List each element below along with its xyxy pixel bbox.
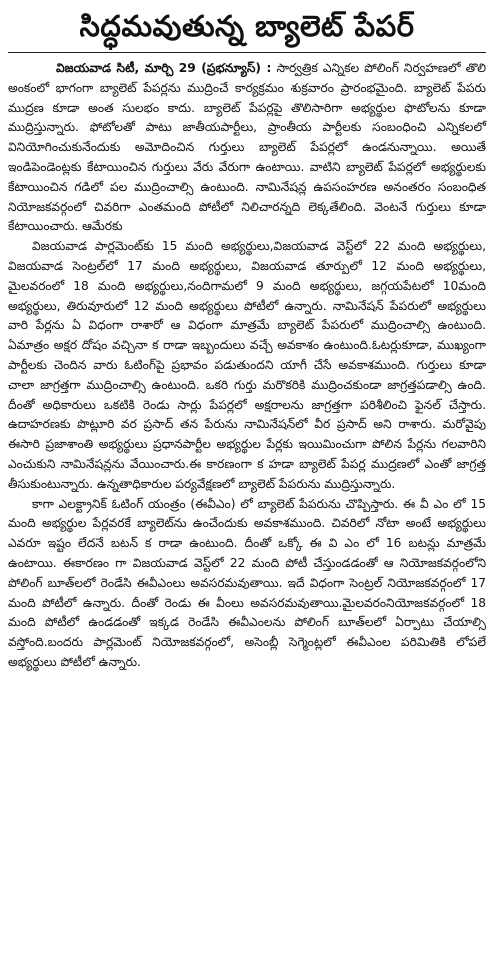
article-paragraph-2: విజయవాడ పార్లమెంట్‌కు 15 మంది అభ్యర్థులు,విజయవాడ వెస్ట్‌లో 22 మంది అభ్యర్థులు, విజయవాడ సెంట్రల్‌లో 17 మంది అభ్యర్థులు, విజయవాడ తూర్పులో 12 మంది అభ్యర్థులు, మైలవరంలో 18 మంది అభ్యర్థులు,నందిగామలో 9 మంది అభ్యర్థులు, జగ్గయపేటలో 10మంది అభ్యర్థులు, తిరువూరులో 12 మంది అభ్యర్థులు పోటీలో ఉన్నారు. నామినేషన్ పేపరులో అభ్యర్థులు వారి పేర్లను ఏ విధంగా రాశారో ఆ విధంగా మాత్రమే బ్యాలెట్ పేపరులో ముద్రించాల్సి ఉంటుంది. ఏమాత్రం అక్షర దోషం వచ్చినా క రాడా ఇబ్బందులు వచ్చే అవకాశం ఉంటుంది.ఓటర్లుకూడా, ముఖ్యంగా పార్టీలకు చెందిన వారు ఓటింగ్‌పై ప్రభావం పడుతుందని యాగీ చేసే అవకాశముంది. గుర్తులు కూడా చాలా జాగ్రత్తగా ముద్రించాల్సి ఉంటుంది. ఒకరి గుర్తు మరొకరికి ముద్రించకుండా జాగ్రత్తపడాల్సి ఉంది. దీంతో అధికారులు ఒకటికి రెండు సార్లు పేపర్లలో అక్షరాలను జాగ్రత్తగా పరిశీలించి ఫైనల్ చేస్తారు. ఉదాహరణకు పొట్లూరి వర ప్రసాద్ తన పేరును నామినేషన్‌లో వీర ప్రసాద్ అని రాశారు. మరోవైపు ఈసారి ప్రజాశాంతి అభ్యర్థులు ప్రధానపార్టీల అభ్యర్థుల పేర్లకు ఇయిమించుగా పోలిన పేర్లను గలవారిని ఎంచుకుని నామినేషన్లను వేయించారు.ఈ కారణంగా క హడా బ్యాలెట్ పేపర్ల ముద్రణలో ఎంతో జాగ్రత్త తీసుకుంటున్నారు. ఉన్నతాధికారుల పర్యవేక్షణలో బ్యాలెట్ పేపరును ముద్రిస్తున్నారు. <box>8 239 486 491</box>
dateline: విజయవాడ సిటీ, మార్చి 29 (ప్రభన్యూస్) : <box>56 61 272 75</box>
article-paragraph-3: కాగా ఎలక్ట్రానిక్ ఓటింగ్ యంత్రం (ఈవీఎం) లో బ్యాలెట్ పేపరును చొప్పిస్తారు. ఈ వీ ఎం లో 15 మంది అభ్యర్థుల పేర్లవరకే బ్యాలెట్‌ను ఉంచేందుకు అవకాశముంది. చివరిలో నోటా అంటే అభ్యర్థులు ఎవరూ ఇష్టం లేదనే బటన్ క రాడా ఉంటుంది. దీంతో ఒక్కో ఈ వి ఎం లో 16 బటన్లు మాత్రమే ఉంటాయి. ఈకారణం గా విజయవాడ వెస్ట్‌లో 22 మంది పోటీ చేస్తుండడంతో ఆ నియోజకవర్గంలోని పోలింగ్ బూత్‌లలో రెండేసి ఈవీఎంలు అవసరమవుతాయి. ఇదే విధంగా సెంట్రల్ నియోజకవర్గంలో 17 మంది పోటీలో ఉన్నారు. దీంతో రెండు ఈ వీంలు అవసరమవుతాయి.మైలవరంనియోజకవర్గంలో 18 మంది పోటీలో ఉండడంతో ఇక్కడ రెండేసి ఈవీఎంలను పోలింగ్ బూత్‌లలో ఏర్పాటు చేయాల్సి వస్తోంది.బందరు పార్లమెంట్ నియోజకవర్గంలో, అసెంబ్లీ సెగ్మెంట్లలో ఈవీఎంల పరిమితికి లోపలే అభ్యర్థులు పోటీలో ఉన్నారు. <box>8 496 486 669</box>
paragraph-1-text: సార్వత్రిక ఎన్నికల పోలింగ్ నిర్వహణలో తొలి అంకంలో భాగంగా బ్యాలెట్ పేపర్లను ముద్రించే కార్యక్రమం శుక్రవారం ప్రారంభమైంది. బ్యాలెట్ పేపరు ముద్రణ కూడా అంత సులభం కాదు. బ్యాలెట్ పేపర్లపై తొలిసారిగా అభ్యర్థుల ఫొటోలను కూడా ముద్రిస్తున్నారు. ఫోటోలతో పాటు జాతీయపార్టీలు, ప్రాంతీయ పార్టీలకు సంబంధించి ఎన్నికలలో వినియోగించుకునేందుకు అమోదించిన గుర్తులు బ్యాలెట్ పేపర్లలో ఉండనున్నాయి. అయితే ఇండిపెండెంట్లకు కేటాయించిన గుర్తులు వేరు వేరుగా ఉంటాయి. వాటిని బ్యాలెట్ పేపర్లలో అభ్యర్థులకు కేటాయించిన గడిలో పల ముద్రించాల్సి ఉంటుంది. నామినేషన్ల ఉపసంహరణ అనంతరం సంబంధిత నియోజకవర్గంలో చివరిగా ఎంతమంది పోటీలో నిలిచారన్నది లెక్కతేలింది. వెంటనే గుర్తులు కూడా కేటాయించారు. ఆమేరకు <box>8 61 486 234</box>
headline-divider <box>8 52 486 53</box>
article-body <box>8 59 486 673</box>
article-paragraph-1 <box>8 59 486 237</box>
headline: సిద్ధమవుతున్న బ్యాలెట్ పేపర్ <box>79 9 415 43</box>
